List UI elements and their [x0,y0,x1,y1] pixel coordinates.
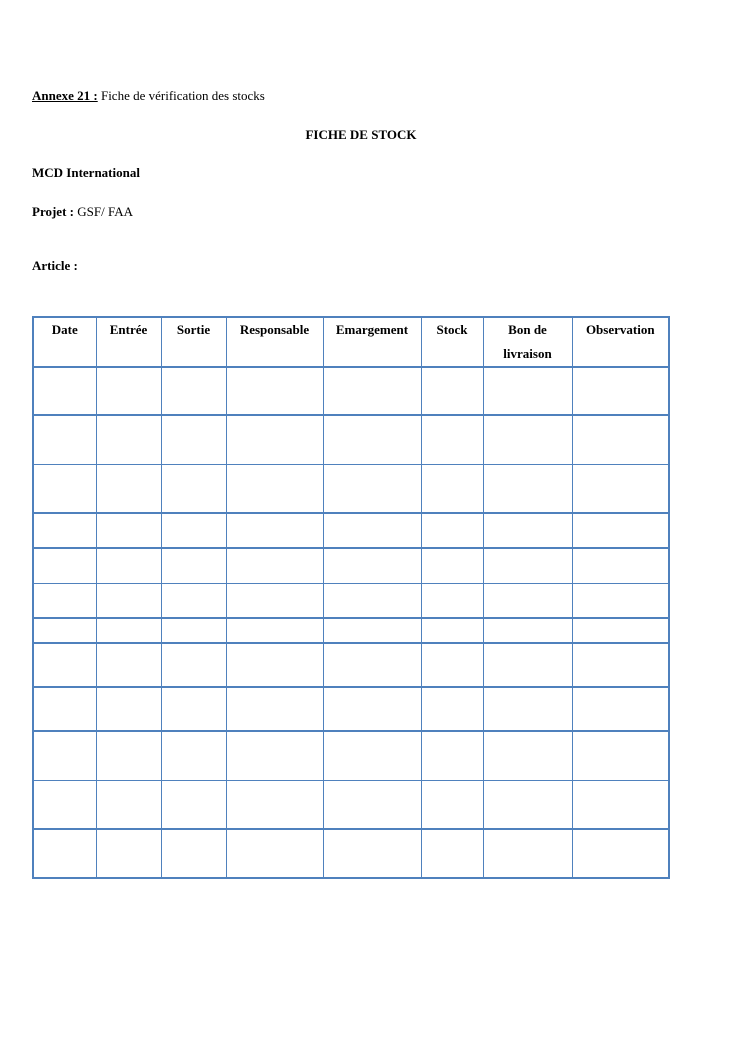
table-cell[interactable] [226,643,323,687]
table-cell[interactable] [572,513,669,548]
table-row [33,829,669,878]
table-cell[interactable] [96,415,161,464]
table-cell[interactable] [483,643,572,687]
table-cell[interactable] [33,464,96,513]
table-cell[interactable] [421,780,483,829]
table-row [33,731,669,780]
table-cell[interactable] [572,464,669,513]
table-cell[interactable] [572,548,669,583]
table-cell[interactable] [96,583,161,618]
header-responsable: Responsable [226,317,323,367]
table-cell[interactable] [96,829,161,878]
header-entree: Entrée [96,317,161,367]
table-cell[interactable] [421,464,483,513]
table-cell[interactable] [572,583,669,618]
table-cell[interactable] [161,643,226,687]
table-cell[interactable] [161,548,226,583]
table-row [33,548,669,583]
table-cell[interactable] [483,829,572,878]
table-cell[interactable] [323,583,421,618]
table-cell[interactable] [96,618,161,643]
table-cell[interactable] [483,687,572,731]
table-cell[interactable] [323,780,421,829]
table-cell[interactable] [226,583,323,618]
table-row [33,687,669,731]
stock-table [32,316,670,879]
table-cell[interactable] [421,548,483,583]
table-header-row [33,317,669,367]
table-cell[interactable] [572,829,669,878]
table-cell[interactable] [483,367,572,415]
annex-heading [32,88,265,104]
table-cell[interactable] [226,548,323,583]
header-stock: Stock [421,317,483,367]
header-date: Date [33,317,96,367]
table-cell[interactable] [572,367,669,415]
table-row [33,780,669,829]
table-cell[interactable] [483,415,572,464]
table-cell[interactable] [33,780,96,829]
table-cell[interactable] [421,643,483,687]
table-cell[interactable] [96,687,161,731]
table-cell[interactable] [161,583,226,618]
table-cell[interactable] [161,829,226,878]
table-cell[interactable] [421,618,483,643]
table-row [33,367,669,415]
table-cell[interactable] [96,367,161,415]
table-cell[interactable] [161,415,226,464]
table-cell[interactable] [421,513,483,548]
table-cell[interactable] [161,687,226,731]
table-cell[interactable] [161,367,226,415]
table-cell[interactable] [33,643,96,687]
table-cell[interactable] [323,643,421,687]
table-cell[interactable] [323,829,421,878]
table-cell[interactable] [323,464,421,513]
project-label: Projet : [32,204,74,219]
table-cell[interactable] [33,731,96,780]
table-cell[interactable] [323,367,421,415]
table-cell[interactable] [572,731,669,780]
table-cell[interactable] [161,780,226,829]
table-cell[interactable] [572,618,669,643]
table-cell[interactable] [96,643,161,687]
table-cell[interactable] [323,415,421,464]
table-cell[interactable] [421,829,483,878]
table-cell[interactable] [483,731,572,780]
table-cell[interactable] [572,643,669,687]
table-cell[interactable] [96,464,161,513]
article-label: Article : [32,258,78,273]
table-cell[interactable] [421,415,483,464]
table-cell[interactable] [226,731,323,780]
table-cell[interactable] [161,618,226,643]
table-cell[interactable] [33,548,96,583]
table-cell[interactable] [483,464,572,513]
table-row [33,643,669,687]
table-cell[interactable] [572,415,669,464]
table-cell[interactable] [33,513,96,548]
company-name: MCD International [32,165,140,180]
table-cell[interactable] [323,731,421,780]
annex-text: Fiche de vérification des stocks [97,88,265,103]
table-cell[interactable] [33,687,96,731]
table-cell[interactable] [226,367,323,415]
table-cell[interactable] [226,415,323,464]
table-row [33,464,669,513]
table-row [33,415,669,464]
header-bon-de-livraison: Bon de livraison [483,317,572,367]
table-cell[interactable] [483,583,572,618]
table-cell[interactable] [323,513,421,548]
table-cell[interactable] [96,780,161,829]
table-cell[interactable] [226,829,323,878]
table-cell[interactable] [161,464,226,513]
annex-label: Annexe 21 : [32,88,98,103]
table-cell[interactable] [226,464,323,513]
header-observation: Observation [572,317,669,367]
table-cell[interactable] [226,513,323,548]
table-cell[interactable] [323,687,421,731]
table-cell[interactable] [33,583,96,618]
table-cell[interactable] [226,687,323,731]
table-cell[interactable] [33,618,96,643]
table-cell[interactable] [483,618,572,643]
header-emargement: Emargement [323,317,421,367]
project-line [32,204,133,220]
table-body [33,367,669,878]
table-cell[interactable] [483,780,572,829]
table-row [33,618,669,643]
table-cell[interactable] [33,415,96,464]
table-cell[interactable] [96,548,161,583]
header-sortie: Sortie [161,317,226,367]
table-cell[interactable] [421,583,483,618]
table-cell[interactable] [323,548,421,583]
table-cell[interactable] [96,513,161,548]
project-value: GSF/ FAA [73,204,133,219]
table-cell[interactable] [572,780,669,829]
document-title: FICHE DE STOCK [305,127,417,142]
table-cell[interactable] [161,731,226,780]
table-row [33,583,669,618]
table-cell[interactable] [421,731,483,780]
table-cell[interactable] [33,367,96,415]
table-cell[interactable] [226,618,323,643]
table-row [33,513,669,548]
table-cell[interactable] [96,731,161,780]
table-cell[interactable] [572,687,669,731]
table-cell[interactable] [323,618,421,643]
table-cell[interactable] [161,513,226,548]
table-cell[interactable] [33,829,96,878]
table-cell[interactable] [483,513,572,548]
table-cell[interactable] [226,780,323,829]
table-cell[interactable] [421,687,483,731]
table-cell[interactable] [421,367,483,415]
table-cell[interactable] [483,548,572,583]
